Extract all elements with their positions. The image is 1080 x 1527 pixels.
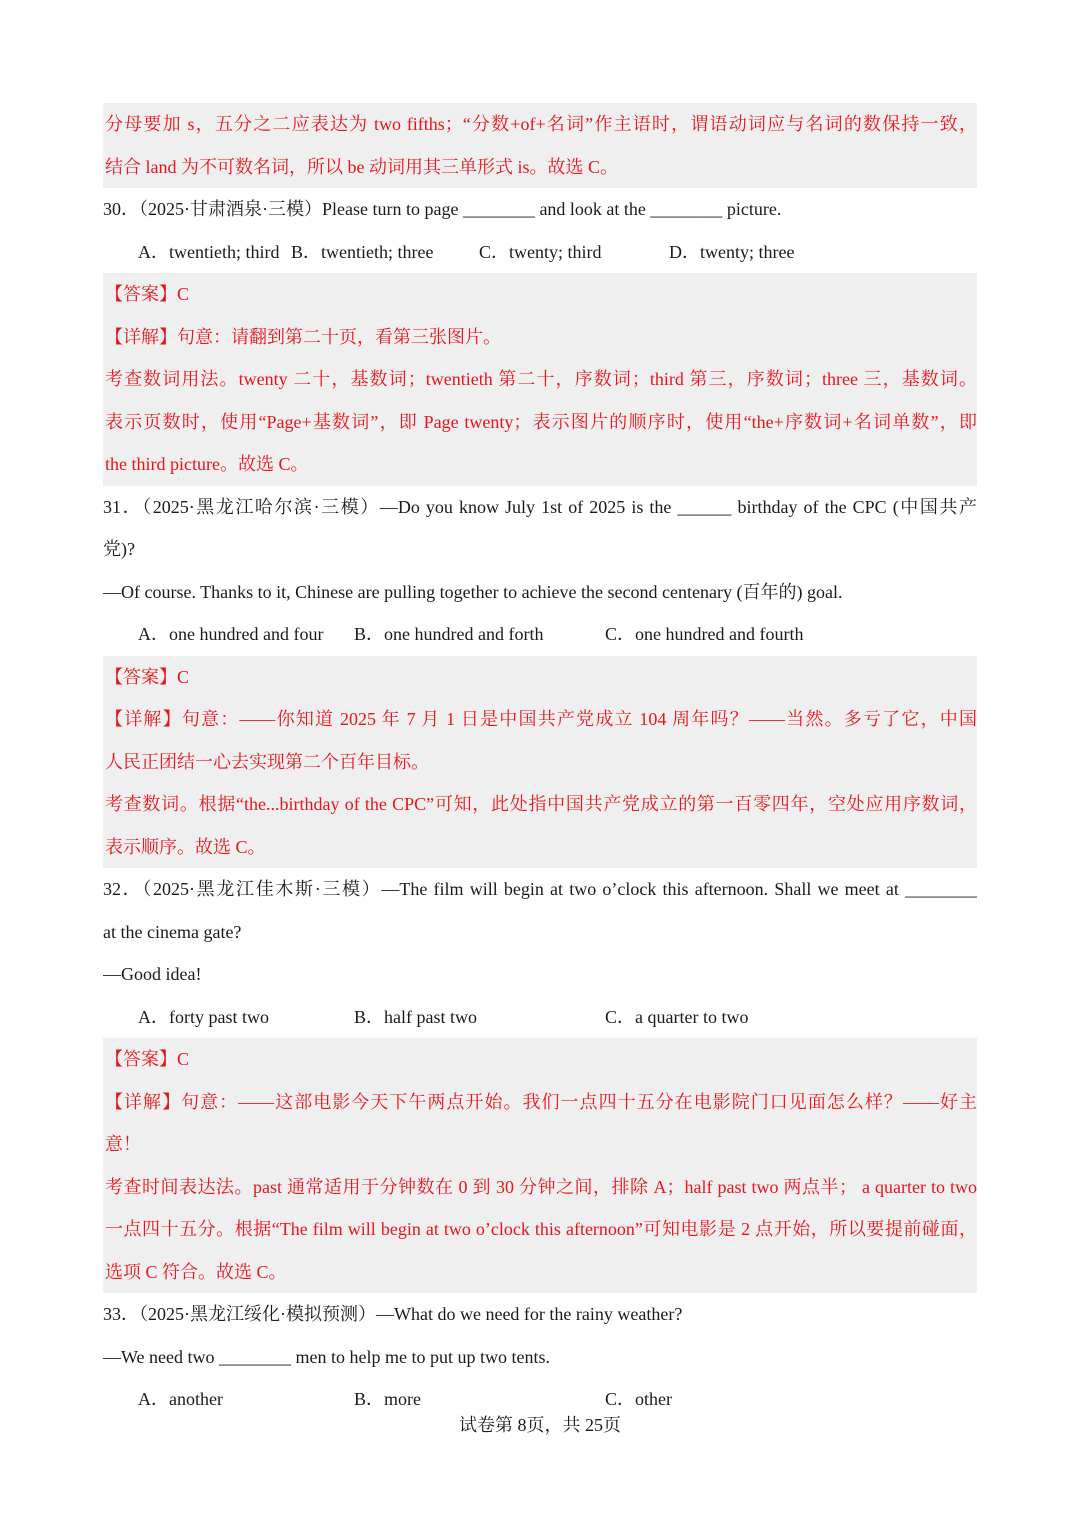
option-a: A．another — [138, 1389, 223, 1409]
option-a: A．twentieth; third — [138, 241, 280, 262]
question-stem-line: —Of course. Thanks to it, Chinese are pulling together to achieve the second centenary (百年的) goal. — [103, 581, 843, 602]
page-content — [103, 103, 977, 1421]
question-30 — [103, 188, 977, 273]
question-31 — [103, 486, 977, 656]
explanation-line: 【详解】句意：请翻到第二十页，看第三张图片。 — [105, 326, 501, 347]
question-stem-line: —Good idea! — [103, 964, 202, 984]
q31-answer-block — [103, 656, 977, 869]
question-stem-line: 31．（2025·黑龙江哈尔滨·三模）—Do you know July 1st of 2025 is the ______ birthday of the CPC (中国共产 — [103, 496, 977, 517]
option-b: B．twentieth; three — [291, 241, 434, 262]
q29-explanation-block — [103, 103, 977, 188]
explanation-line: 考查数词。根据“the...birthday of the CPC”可知，此处指中国共产党成立的第一百零四年，空处应用序数词， — [105, 794, 977, 814]
question-33 — [103, 1293, 977, 1421]
explanation-line: the third picture。故选 C。 — [105, 454, 309, 474]
question-32 — [103, 868, 977, 1038]
option-c: C．twenty; third — [479, 241, 602, 262]
answer-line: 【答案】C — [105, 1049, 190, 1069]
question-stem-line: 党)? — [103, 539, 135, 559]
option-b: B．more — [354, 1389, 421, 1409]
option-b: B．half past two — [354, 1006, 477, 1027]
option-a: A．one hundred and four — [138, 624, 324, 644]
explanation-line: 选项 C 符合。故选 C。 — [105, 1261, 287, 1282]
option-c: C．one hundred and fourth — [605, 624, 804, 644]
question-stem-line: at the cinema gate? — [103, 921, 242, 942]
option-c: C．other — [605, 1389, 672, 1409]
explanation-line: 人民正团结一心去实现第二个百年目标。 — [105, 751, 429, 772]
explanation-line: 分母要加 s，五分之二应表达为 two fifths；“分数+of+名词”作主语时，谓语动词应与名词的数保持一致， — [105, 114, 977, 134]
explanation-line: 意！ — [105, 1134, 141, 1154]
answer-line: 【答案】C — [105, 666, 190, 687]
option-b: B．one hundred and forth — [354, 624, 544, 644]
page-footer: 试卷第 8页，共 25页 — [459, 1415, 621, 1435]
question-stem-line: 32．（2025·黑龙江佳木斯·三模）—The film will begin at two o’clock this afternoon. Shall we meet at ________ — [103, 879, 977, 899]
explanation-line: 一点四十五分。根据“The film will begin at two o’clock this afternoon”可知电影是 2 点开始，所以要提前碰面， — [105, 1219, 977, 1239]
option-c: C．a quarter to two — [605, 1006, 749, 1027]
explanation-line: 表示顺序。故选 C。 — [105, 836, 266, 857]
explanation-line: 【详解】句意：——你知道 2025 年 7 月 1 日是中国共产党成立 104 周年吗？——当然。多亏了它，中国 — [105, 709, 977, 729]
explanation-line: 考查时间表达法。past 通常适用于分钟数在 0 到 30 分钟之间，排除 A；half past two 两点半； a quarter to two — [105, 1176, 977, 1197]
question-options — [103, 996, 977, 1039]
answer-line: 【答案】C — [105, 284, 190, 304]
question-options — [103, 613, 977, 656]
explanation-line: 表示页数时，使用“Page+基数词”，即 Page twenty；表示图片的顺序时，使用“the+序数词+名词单数”，即 — [105, 411, 977, 432]
q30-answer-block — [103, 273, 977, 486]
question-stem-line: 33．（2025·黑龙江绥化·模拟预测）—What do we need for the rainy weather? — [103, 1304, 683, 1324]
question-options — [103, 231, 977, 274]
explanation-line: 考查数词用法。twenty 二十，基数词；twentieth 第二十，序数词；third 第三，序数词；three 三，基数词。 — [105, 369, 977, 389]
q32-answer-block — [103, 1038, 977, 1293]
question-stem-line: 30．（2025·甘肃酒泉·三模）Please turn to page ________ and look at the ________ picture. — [103, 199, 782, 219]
option-d: D．twenty; three — [669, 241, 795, 262]
explanation-line: 结合 land 为不可数名词，所以 be 动词用其三单形式 is。故选 C。 — [105, 156, 618, 177]
question-stem-line: —We need two ________ men to help me to put up two tents. — [103, 1346, 550, 1367]
option-a: A．forty past two — [138, 1006, 269, 1027]
explanation-line: 【详解】句意：——这部电影今天下午两点开始。我们一点四十五分在电影院门口见面怎么样？——好主 — [105, 1091, 977, 1112]
